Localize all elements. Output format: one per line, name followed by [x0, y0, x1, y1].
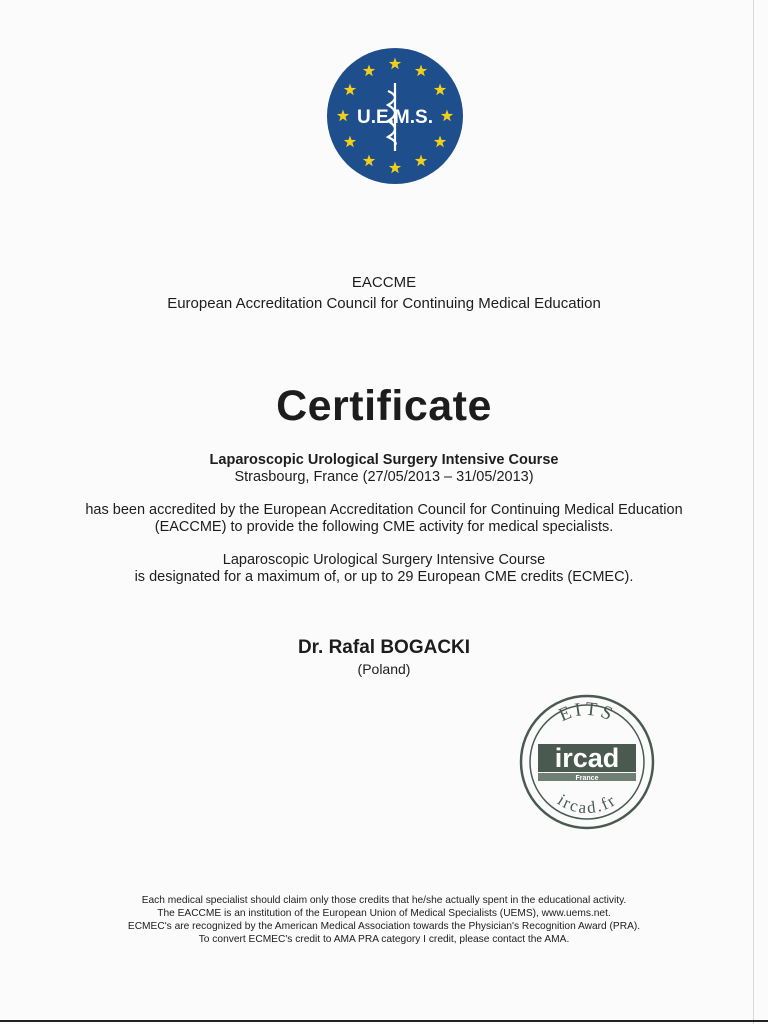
stamp-brand: ircad: [554, 743, 620, 773]
stamp-bottom-text: ircad.fr: [554, 790, 620, 818]
organization-acronym: EACCME: [351, 274, 417, 291]
uems-logo: [326, 47, 464, 185]
page-edge-bottom: [0, 1020, 768, 1022]
footnote-3: ECMEC's are recognized by the American Medical Association towards the Physician's Recognition Award (PRA).: [127, 921, 641, 932]
stamp-sub: France: [575, 775, 599, 782]
stamp-top-text: EITS: [555, 698, 619, 727]
footnote-1: Each medical specialist should claim only those credits that he/she actually spent in the educational activity.: [141, 895, 627, 906]
course-name: Laparoscopic Urological Surgery Intensive Course: [209, 452, 559, 468]
course-location-dates: Strasbourg, France (27/05/2013 – 31/05/2013): [234, 469, 534, 485]
accreditation-line-2: (EACCME) to provide the following CME activity for medical specialists.: [154, 519, 614, 535]
logo-text: U.E.M.S.: [356, 107, 434, 128]
credits-line-1: Laparoscopic Urological Surgery Intensive Course: [222, 552, 546, 568]
credits-line-2: is designated for a maximum of, or up to 29 European CME credits (ECMEC).: [134, 569, 634, 585]
accreditation-line-1: has been accredited by the European Accreditation Council for Continuing Medical Education: [85, 502, 683, 518]
footnote-2: The EACCME is an institution of the European Union of Medical Specialists (UEMS), www.uems.net.: [157, 908, 611, 919]
ircad-stamp: [518, 694, 656, 830]
footnote-4: To convert ECMEC's credit to AMA PRA category I credit, please contact the AMA.: [198, 934, 570, 945]
recipient-name: Dr. Rafal BOGACKI: [297, 637, 471, 658]
recipient-country: (Poland): [357, 661, 411, 677]
certificate-title: Certificate: [276, 382, 492, 430]
organization-full-name: European Accreditation Council for Continuing Medical Education: [167, 295, 601, 312]
